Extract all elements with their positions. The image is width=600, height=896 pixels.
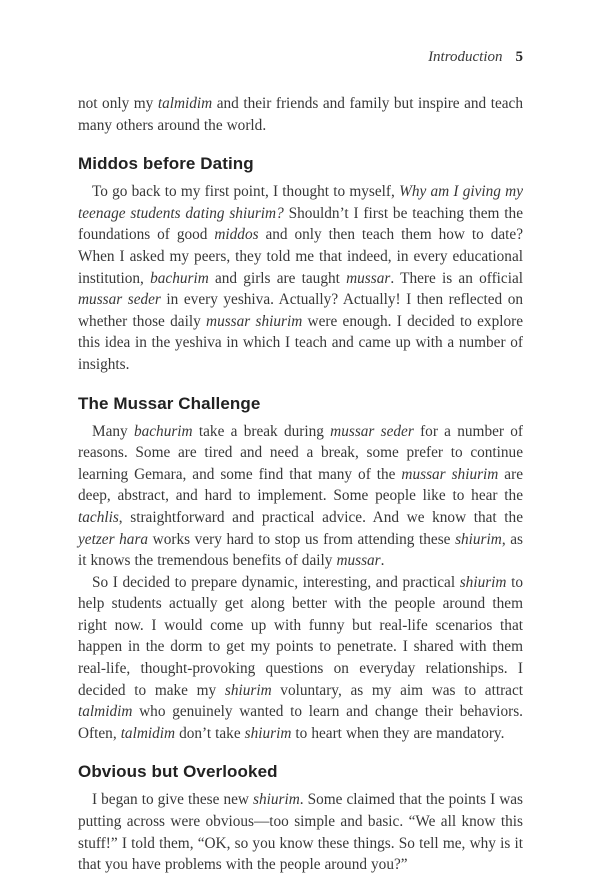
italic-term: yetzer hara (78, 530, 149, 548)
text-run: So I decided to prepare dynamic, interesting, and practical (92, 573, 460, 591)
italic-term: talmidim (120, 724, 176, 742)
text-run: to heart when they are mandatory. (291, 724, 505, 742)
text-run: . Some claimed that the points I was putting across were obvious—too simple and basic. “We all know this stuff!” I told them, “OK, so you know these things. So tell me, why is it that you have problems with the people around you?” (78, 791, 523, 874)
page-number: 5 (515, 49, 523, 65)
text-run: Many (92, 422, 134, 440)
italic-term: tachlis (78, 508, 119, 526)
text-run: to help students actually get along better with the people around them right now. I would come up with funny but real-life scenarios that happen in the dorm to get my points to penetrate. I shared with them real-life, thought-provoking questions on everyday relationships. I decided to make my (78, 573, 523, 699)
text-run: , as it knows the tremendous benefits of daily (78, 530, 523, 570)
italic-term: bachurim (150, 269, 209, 287)
page-content (78, 93, 523, 876)
running-header (78, 48, 523, 66)
text-run: are deep, abstract, and hard to implement. Some people like to hear the (78, 465, 523, 505)
text-run: who genuinely wanted to learn and change their behaviors. Often, (78, 703, 523, 742)
italic-term: mussar seder (78, 291, 161, 309)
text-run: and their friends and family but inspire and teach many others around the world. (78, 95, 523, 134)
body-paragraph (78, 421, 523, 572)
italic-term: middos (214, 226, 259, 244)
text-run: not only my (78, 95, 158, 112)
text-run: . There is an official (390, 269, 523, 287)
body-paragraph (78, 789, 523, 875)
text-run: and girls are taught (208, 269, 347, 287)
italic-term: mussar (336, 552, 381, 570)
italic-term: mussar shiurim (401, 465, 499, 483)
text-run: To go back to my first point, I thought to myself, (92, 183, 400, 201)
text-run: , straightforward and practical advice. And we know that the (118, 508, 523, 526)
section-heading: Middos before Dating (78, 154, 254, 174)
italic-term: mussar shiurim (206, 312, 303, 330)
text-run: . (380, 552, 385, 570)
italic-term: shiurim (253, 791, 300, 809)
text-run: don’t take (175, 724, 245, 742)
section-heading: The Mussar Challenge (78, 393, 261, 413)
italic-term: shiurim (455, 530, 502, 548)
italic-term: talmidim (157, 95, 213, 112)
body-paragraph (78, 181, 523, 375)
running-title: Introduction (428, 49, 503, 65)
italic-term: bachurim (133, 422, 193, 440)
text-run: voluntary, as my aim was to attract (271, 681, 523, 699)
italic-term: Why am I giving my teenage students dating shiurim? (78, 183, 523, 222)
section-heading: Obvious but Overlooked (78, 762, 278, 782)
text-run: in every yeshiva. Actually? Actually! I then reflected on whether those daily (78, 291, 523, 330)
italic-term: shiurim (244, 724, 292, 742)
text-run: were enough. I decided to explore this idea in the yeshiva in which I teach and came up with a number of insights. (78, 312, 523, 373)
text-run: for a number of reasons. Some are tired and need a break, some prefer to continue learning Gemara, and some find that many of the (78, 422, 523, 483)
body-paragraph (78, 572, 523, 745)
italic-term: mussar seder (330, 422, 414, 440)
text-run: I began to give these new (92, 791, 253, 809)
body-paragraph (78, 93, 523, 136)
italic-term: mussar (346, 269, 391, 287)
text-run: and only then teach them how to date? When I asked my peers, they told me that indeed, in every educational institution, (78, 226, 523, 287)
italic-term: shiurim (459, 573, 507, 591)
text-run: take a break during (192, 422, 331, 440)
text-run: works very hard to stop us from attending these (148, 530, 456, 548)
italic-term: shiurim (224, 681, 272, 699)
text-run: Shouldn’t I first be teaching them the foundations of good (78, 204, 523, 244)
italic-term: talmidim (78, 703, 133, 721)
